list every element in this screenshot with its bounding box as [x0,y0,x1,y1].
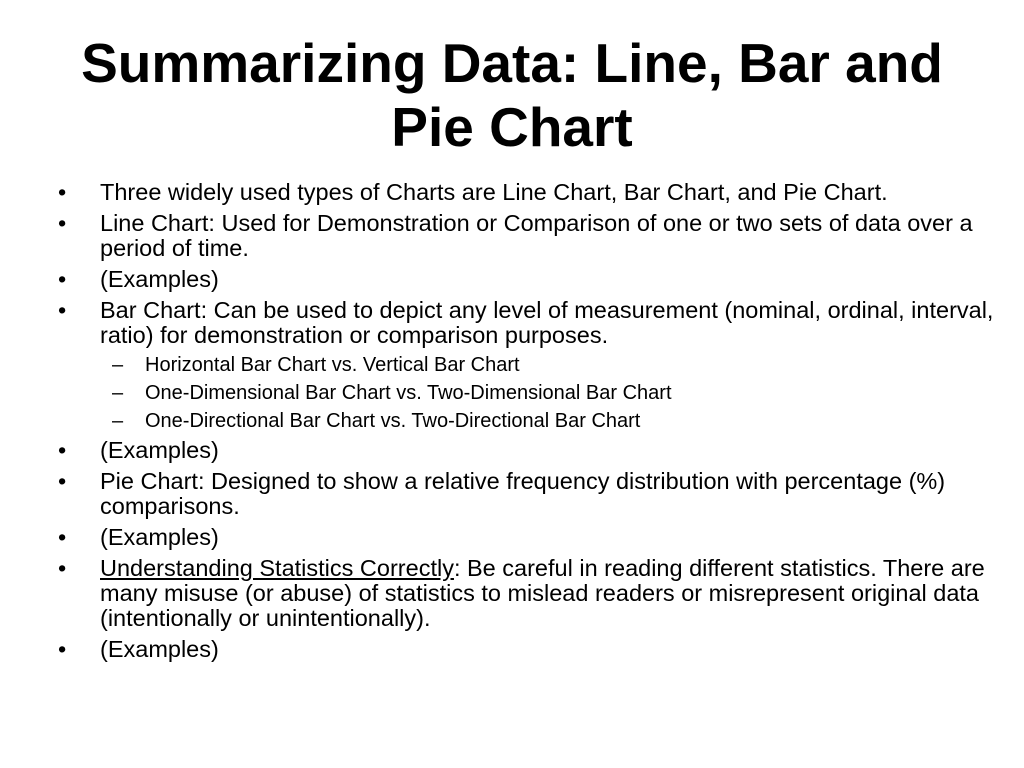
sub-bullet-group [0,354,1000,432]
bullet-item-9 [0,637,1000,662]
bullet-marker: • [58,179,67,205]
sub-bullet-text: One-Directional Bar Chart vs. Two-Directional Bar Chart [145,410,641,432]
bullet-item-3 [0,267,1000,292]
bullet-text: Pie Chart: Designed to show a relative frequency distribution with percentage (%) comparisons. [100,468,946,519]
sub-bullet-item-1 [0,354,1000,376]
bullet-marker: • [58,468,67,494]
sub-bullet-marker: – [112,382,124,404]
sub-bullet-marker: – [112,354,124,376]
sub-bullet-text: One-Dimensional Bar Chart vs. Two-Dimensional Bar Chart [145,382,672,404]
bullet-text: (Examples) [100,636,219,662]
slide-title-line-1: Summarizing Data: Line, Bar and [81,32,943,94]
bullet-marker: • [58,210,67,236]
sub-bullet-text: Horizontal Bar Chart vs. Vertical Bar Chart [145,354,520,376]
bullet-marker: • [58,266,67,292]
bullet-marker: • [58,524,67,550]
bullet-marker: • [58,636,67,662]
bullet-text: (Examples) [100,266,219,292]
bullet-text: : Be careful in reading different statistics. There are many misuse (or abuse) of statistics to mislead readers or misrepresent original data (intentionally or unintentionally). [100,555,985,631]
sub-bullet-list [0,354,1000,432]
bullet-text: (Examples) [100,437,219,463]
bullet-item-1 [0,180,1000,205]
bullet-text: Bar Chart: Can be used to depict any level of measurement (nominal, ordinal, interval, ratio) for demonstration or comparison purposes. [100,297,994,348]
bullet-text: Line Chart: Used for Demonstration or Comparison of one or two sets of data over a period of time. [100,210,973,261]
sub-bullet-item-3 [0,410,1000,432]
bullet-item-2 [0,211,1000,261]
bullet-item-8 [0,556,1000,631]
slide-title-line-2: Pie Chart [391,96,633,158]
underlined-term: Understanding Statistics Correctly [100,555,454,581]
sub-bullet-marker: – [112,410,124,432]
bullet-text: (Examples) [100,524,219,550]
bullet-marker: • [58,297,67,323]
bullet-item-6 [0,469,1000,519]
bullet-item-4 [0,298,1000,348]
sub-bullet-item-2 [0,382,1000,404]
bullet-marker: • [58,555,67,581]
bullet-list [0,180,1000,668]
bullet-item-7 [0,525,1000,550]
bullet-item-5 [0,438,1000,463]
bullet-marker: • [58,437,67,463]
bullet-text: Three widely used types of Charts are Line Chart, Bar Chart, and Pie Chart. [100,179,888,205]
slide-title [40,31,984,159]
